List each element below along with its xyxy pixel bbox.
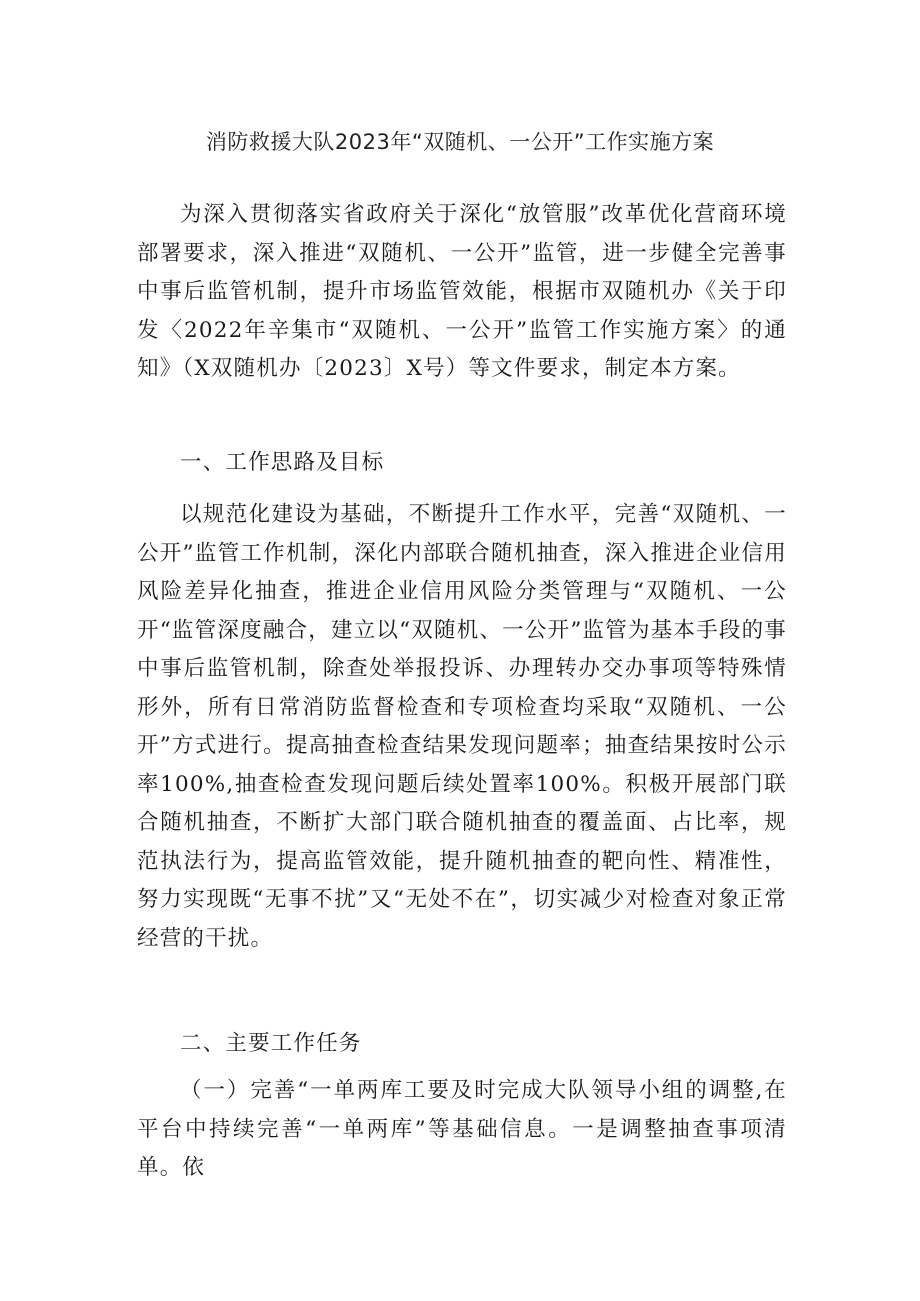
section-1-paragraph: 以规范化建设为基础，不断提升工作水平，完善“双随机、一公开”监管工作机制，深化内部联合随机抽查，深入推进企业信用风险差异化抽查，推进企业信用风险分类管理与“双随机、一公开“监管深度融合，建立以“双随机、一公开”监管为基本手段的事中事后监管机制，除查处举报投诉、办理转办交办事项等特殊情形外，所有日常消防监督检查和专项检查均采取“双随机、一公开”方式进行。提高抽查检查结果发现问题率；抽查结果按时公示率100%,抽查检查发现问题后续处置率100%。积极开展部门联合随机抽查，不断扩大部门联合随机抽查的覆盖面、占比率，规范执法行为，提高监管效能，提升随机抽查的靶向性、精准性，努力实现既“无事不扰”又“无处不在”，切实减少对检查对象正常经营的干扰。 (137, 502, 787, 951)
intro-paragraph-block (137, 196, 787, 389)
section-1-heading-block (137, 444, 787, 483)
section-2-item-1-block (137, 1072, 787, 1188)
section-1-body-block (137, 496, 787, 958)
intro-paragraph: 为深入贯彻落实省政府关于深化“放管服”改革优化营商环境部署要求，深入推进“双随机、一公开”监管，进一步健全完善事中事后监管机制，提升市场监管效能，根据市双随机办《关于印发〈2022年辛集市“双随机、一公开”监管工作实施方案〉的通知》（X双随机办〔2023〕X号）等文件要求，制定本方案。 (137, 202, 787, 381)
section-2-heading: 二、主要工作任务 (180, 1031, 362, 1056)
section-1-heading: 一、工作思路及目标 (180, 450, 385, 475)
document-title: 消防救援大队2023年“双随机、一公开”工作实施方案 (205, 130, 715, 154)
section-2-item-1-paragraph: （一）完善“一单两库工要及时完成大队领导小组的调整,在平台中持续完善“一单两库”等基础信息。一是调整抽查事项清单。依 (137, 1078, 787, 1180)
section-2-heading-block (137, 1025, 787, 1064)
